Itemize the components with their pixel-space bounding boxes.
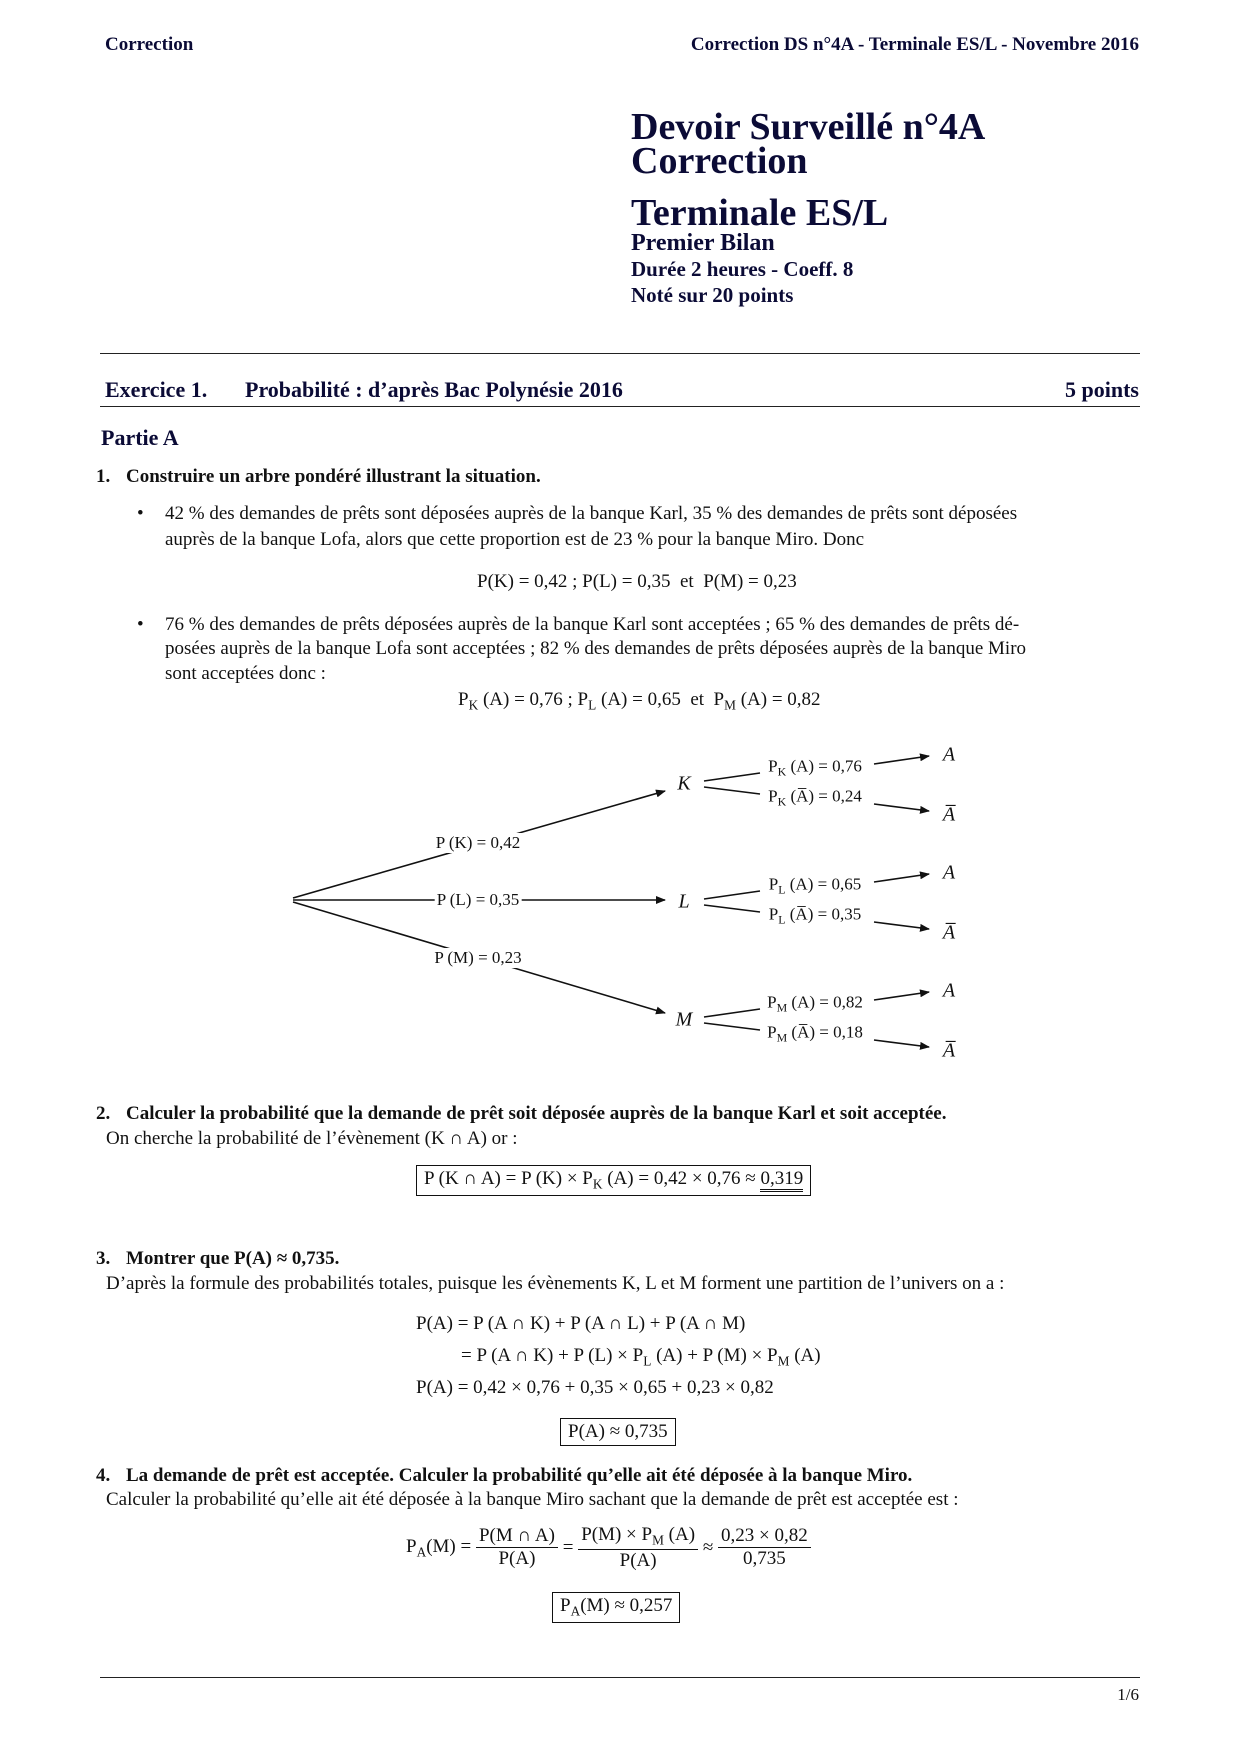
arrow-a <box>874 992 929 1000</box>
q4-equation <box>406 1524 811 1572</box>
part-heading: Partie A <box>101 425 179 450</box>
tree-sub: K <box>777 794 787 809</box>
q3-number: 3. <box>96 1248 111 1269</box>
branch-a <box>704 1009 760 1017</box>
q4-f3-den: 0,735 <box>742 1548 786 1570</box>
q4-lhs <box>406 1535 472 1560</box>
divider-bottom <box>100 1677 1140 1678</box>
formula-text: = P (A ∩ K) + P (L) × P <box>461 1345 644 1366</box>
tree-node-m: M <box>675 1008 693 1031</box>
title-main: Devoir Surveillé n°4A <box>631 106 986 148</box>
q4-f2-den: P(A) <box>619 1549 657 1571</box>
tree-value: (A) = 0,76 <box>786 756 862 776</box>
tree-value: (A̅) = 0,24 <box>786 786 862 806</box>
tree-label-rejected <box>766 786 864 809</box>
q3-eq3 <box>416 1377 774 1399</box>
tree-p: P <box>768 756 778 776</box>
tree-p: P <box>767 992 777 1012</box>
q3-intro: D’après la formule des probabilités totales, puisque les évènements K, L et M forment une partition de l’univers on a : <box>106 1273 1005 1294</box>
branch-a <box>704 891 760 899</box>
tree-label-pm: P (M) = 0,23 <box>434 948 522 967</box>
exercise-title: Probabilité : d’après Bac Polynésie 2016 <box>245 377 623 402</box>
q4-f1-den: P(A) <box>498 1548 536 1570</box>
title-duration: Durée 2 heures - Coeff. 8 <box>631 257 854 281</box>
tree-leaf-a: A <box>942 861 956 884</box>
arrow-a <box>874 756 929 764</box>
arrow-a <box>874 874 929 882</box>
q4-result <box>552 1592 680 1623</box>
tree-leaf-a: A <box>942 979 956 1002</box>
branch-abar <box>704 1023 760 1030</box>
tree-leaf-abar: A̅ <box>942 921 956 944</box>
q3-text: Montrer que P(A) ≈ 0,735. <box>126 1248 340 1269</box>
formula-text: (M) = <box>426 1535 472 1557</box>
q4-text: La demande de prêt est acceptée. Calculer la probabilité qu’elle ait été déposée à la banque Miro. <box>126 1465 913 1486</box>
q1-bullet1-line2: auprès de la banque Lofa, alors que cette proportion est de 23 % pour la banque Miro. Donc <box>165 529 865 550</box>
bullet-icon: • <box>137 503 144 524</box>
q4-fraction-3 <box>718 1525 811 1570</box>
formula-text: P <box>560 1595 571 1616</box>
arrow-abar <box>874 1040 929 1047</box>
formula-text: (A) <box>663 1524 696 1545</box>
q1-bullet2-line1: 76 % des demandes de prêts déposées auprès de la banque Karl sont acceptées ; 65 % des demandes de prêts dé- <box>165 614 1020 635</box>
arrow-abar <box>874 804 929 811</box>
formula-text: (A) = 0,76 ; P <box>478 689 589 710</box>
tree-value: (A) = 0,65 <box>785 874 862 894</box>
q1-bullet2-line2: posées auprès de la banque Lofa sont acceptées ; 82 % des demandes de prêts déposées auprès de la banque Miro <box>165 638 1027 659</box>
q3-eq2 <box>461 1345 821 1370</box>
title-class: Terminale ES/L <box>631 192 889 234</box>
q2-formula <box>424 1168 761 1192</box>
formula-text: P(K) = 0,42 ; P(L) = 0,35 et P(M) = 0,23 <box>477 571 797 592</box>
tree-label-pl: P (L) = 0,35 <box>436 890 520 909</box>
formula-text: P <box>406 1535 417 1557</box>
q2-number: 2. <box>96 1103 111 1124</box>
tree-sub: M <box>776 1000 788 1015</box>
formula-text: (A) <box>789 1345 821 1366</box>
branch-abar <box>704 787 760 794</box>
formula-subscript: M <box>652 1532 664 1548</box>
branch-a <box>704 773 760 781</box>
title-correction: Correction <box>631 140 808 182</box>
tree-label-accepted <box>765 992 865 1015</box>
formula-text: P(A) = 0,42 × 0,76 + 0,35 × 0,65 + 0,23 × 0,82 <box>416 1377 774 1398</box>
tree-label-accepted <box>767 874 863 897</box>
q2-text: Calculer la probabilité que la demande de prêt soit déposée auprès de la banque Karl et soit acceptée. <box>126 1103 947 1124</box>
q2-result-box <box>416 1165 811 1196</box>
tree-p: P <box>768 874 779 894</box>
q4-intro: Calculer la probabilité qu’elle ait été déposée à la banque Miro sachant que la demande de prêt est acceptée est : <box>106 1489 959 1510</box>
formula-subscript: M <box>724 697 736 713</box>
bullet-icon: • <box>137 614 144 635</box>
q4-f1-num: P(M ∩ A) <box>476 1525 558 1548</box>
tree-node-l: L <box>678 890 690 913</box>
page-number: 1/6 <box>1117 1685 1139 1704</box>
title-subtitle: Premier Bilan <box>631 230 775 256</box>
tree-label-accepted <box>766 756 864 779</box>
q1-number: 1. <box>96 466 111 487</box>
q4-fraction-1 <box>476 1525 558 1570</box>
running-header-left: Correction <box>105 34 194 55</box>
formula-subscript: A <box>416 1544 427 1560</box>
tree-sub: L <box>778 882 786 897</box>
tree-leaf-abar: A̅ <box>942 1039 956 1062</box>
formula-text: P (K ∩ A) = P (K) × P <box>424 1168 593 1189</box>
tree-value: (A) = 0,82 <box>787 992 863 1012</box>
q3-eq1 <box>416 1313 745 1335</box>
formula-text: (A) + P (M) × P <box>651 1345 778 1366</box>
arrow-abar <box>874 922 929 929</box>
tree-label-rejected <box>765 1022 865 1045</box>
formula-text: (M) ≈ 0,257 <box>580 1595 673 1616</box>
q4-equals: = <box>562 1536 574 1558</box>
tree-sub: M <box>776 1030 788 1045</box>
tree-sub: L <box>778 912 786 927</box>
running-header-right: Correction DS n°4A - Terminale ES/L - Novembre 2016 <box>690 34 1139 55</box>
q1-text: Construire un arbre pondéré illustrant la situation. <box>126 466 541 487</box>
formula-subscript: L <box>588 697 597 713</box>
branch-abar <box>704 905 760 912</box>
tree-p: P <box>768 786 778 806</box>
tree-value: (A̅) = 0,35 <box>785 904 862 924</box>
formula-text: (A) = 0,65 et P <box>596 689 725 710</box>
formula-subscript: A <box>570 1603 581 1619</box>
tree-value: (A̅) = 0,18 <box>787 1022 863 1042</box>
tree-sub: K <box>777 764 787 779</box>
exercise-label: Exercice 1. <box>105 377 208 402</box>
tree-label-pk: P (K) = 0,42 <box>435 833 521 852</box>
q4-f3-num: 0,23 × 0,82 <box>718 1525 811 1548</box>
q3-result: P(A) ≈ 0,735 <box>560 1418 676 1446</box>
tree-leaf-abar: A̅ <box>942 803 956 826</box>
formula-subscript: K <box>468 697 479 713</box>
title-grading: Noté sur 20 points <box>631 283 794 307</box>
formula-text: P <box>458 689 469 710</box>
tree-label-rejected <box>767 904 863 927</box>
formula-subscript: M <box>777 1353 790 1369</box>
q4-approx: ≈ <box>702 1536 714 1558</box>
q2-intro: On cherche la probabilité de l’évènement (K ∩ A) or : <box>106 1128 518 1149</box>
exercise-points: 5 points <box>1065 377 1139 402</box>
q1-bullet1-line1: 42 % des demandes de prêts sont déposées auprès de la banque Karl, 35 % des demandes de prêts sont déposées <box>165 503 1018 524</box>
formula-subscript: K <box>592 1176 603 1192</box>
q4-f2-num <box>578 1524 698 1550</box>
q1-bullet2-line3: sont acceptées donc : <box>165 663 326 684</box>
tree-p: P <box>767 1022 777 1042</box>
formula-text: P(M) × P <box>581 1524 653 1545</box>
q4-number: 4. <box>96 1465 111 1486</box>
tree-node-k: K <box>677 772 691 795</box>
formula-text: (A) = 0,82 <box>735 689 821 710</box>
q2-result: 0,319 <box>760 1168 803 1192</box>
formula-text: (A) = 0,42 × 0,76 ≈ <box>602 1168 761 1189</box>
tree-leaf-a: A <box>942 743 956 766</box>
formula-text: P(A) = P (A ∩ K) + P (A ∩ L) + P (A ∩ M) <box>416 1313 746 1334</box>
tree-p: P <box>768 904 779 924</box>
formula-subscript: L <box>643 1353 652 1369</box>
q4-fraction-2 <box>578 1524 698 1572</box>
